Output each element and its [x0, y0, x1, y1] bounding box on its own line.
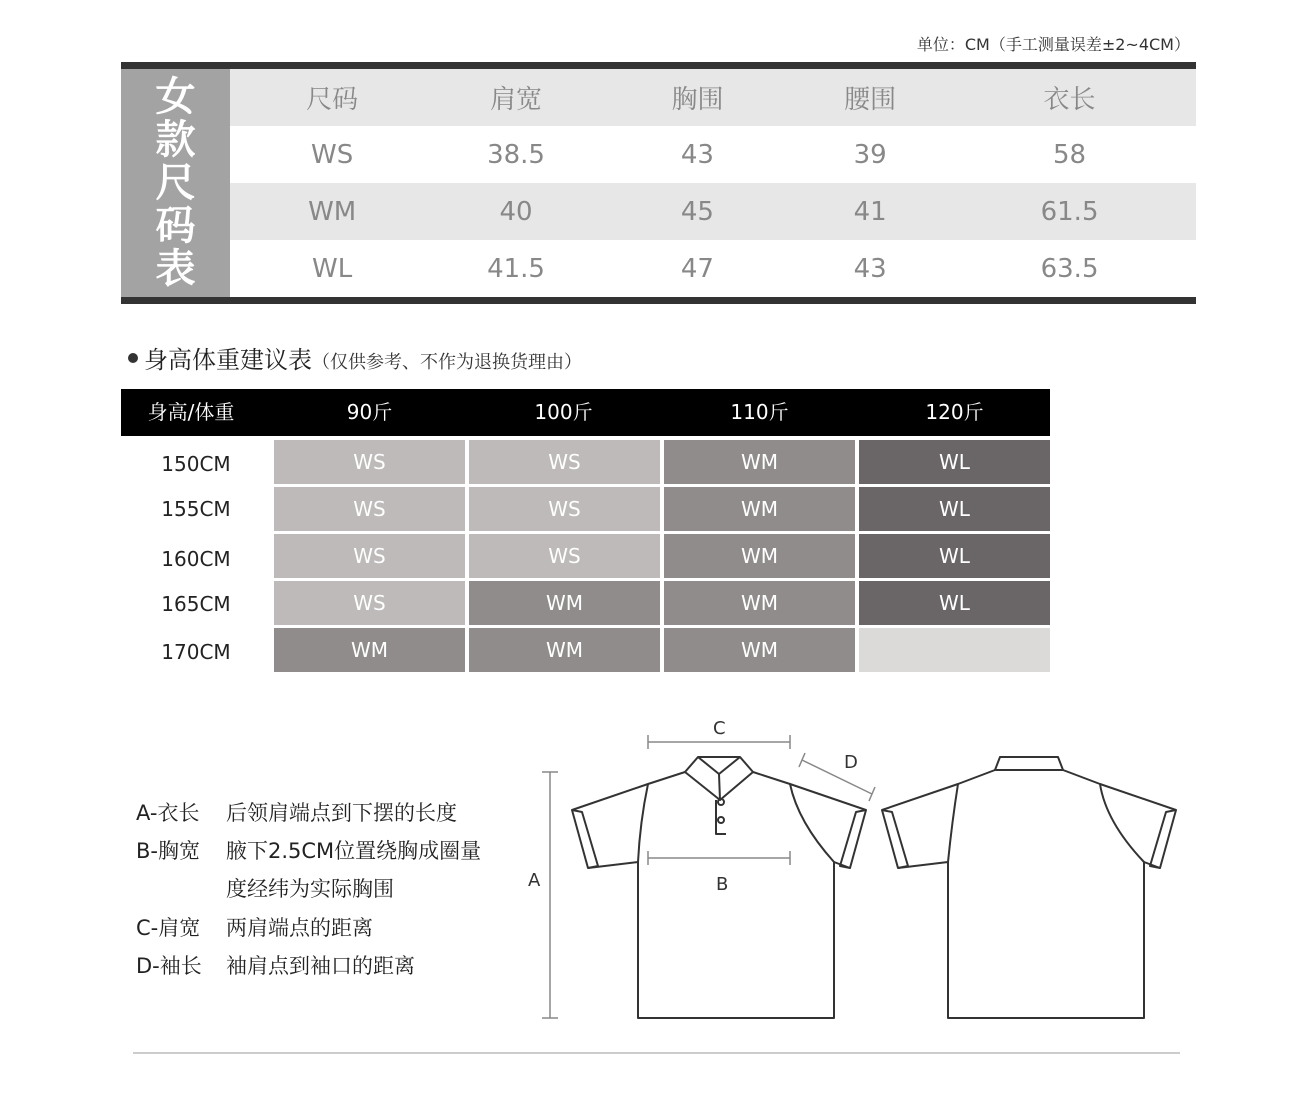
label-a: A	[528, 870, 541, 891]
front-shirt-outline	[572, 772, 866, 1018]
waist-cell: 43	[853, 253, 887, 284]
legend-key: A-衣长	[136, 801, 200, 825]
size-recommendation-cell: WS	[469, 487, 660, 531]
front-sleeve-seam-right	[790, 784, 834, 862]
weight-header: 120斤	[925, 400, 984, 424]
size-recommendation-cell: WL	[859, 534, 1050, 578]
table-row	[230, 183, 1196, 240]
size-table-title: 女款尺码表	[155, 73, 196, 292]
chest-cell: 45	[680, 196, 714, 227]
size-recommendation-cell: WS	[469, 440, 660, 484]
size-recommendation-cell: WM	[664, 581, 855, 625]
back-shirt-outline	[882, 770, 1176, 1018]
size-recommendation-cell: WM	[664, 534, 855, 578]
length-cell: 61.5	[1040, 196, 1099, 227]
legend-value: 腋下2.5CM位置绕胸成圈量	[226, 839, 482, 863]
size-recommendation-cell: WS	[469, 534, 660, 578]
weight-header: 90斤	[346, 400, 393, 424]
label-b: B	[716, 874, 729, 895]
table-top-border	[121, 62, 1196, 69]
size-table	[121, 62, 1196, 304]
header-size: 尺码	[306, 85, 359, 115]
size-cell: WS	[311, 139, 354, 170]
size-recommendation-cell: WL	[859, 487, 1050, 531]
shoulder-cell: 38.5	[487, 139, 545, 170]
weight-header: 100斤	[534, 400, 593, 424]
label-c: C	[713, 718, 726, 739]
size-recommendation-cell: WL	[859, 440, 1050, 484]
size-cell: WL	[312, 253, 353, 284]
size-recommendation-cell	[859, 628, 1050, 672]
size-table-title-box	[121, 69, 230, 297]
legend-value: 两肩端点的距离	[226, 916, 373, 940]
size-recommendation-cell: WM	[664, 628, 855, 672]
length-cell: 63.5	[1040, 253, 1099, 284]
legend-value: 袖肩点到袖口的距离	[226, 954, 415, 978]
size-recommendation-cell: WM	[274, 628, 465, 672]
hw-section-heading	[128, 340, 582, 375]
size-recommendation-cell: WM	[469, 581, 660, 625]
legend-key: B-胸宽	[136, 839, 200, 863]
hw-section-subtitle: （仅供参考、不作为退换货理由）	[312, 352, 582, 373]
legend-value: 后领肩端点到下摆的长度	[226, 801, 457, 825]
height-label: 155CM	[161, 497, 231, 521]
height-label: 160CM	[161, 547, 231, 571]
shoulder-cell: 41.5	[487, 253, 545, 284]
back-sleeve-seam-right	[1100, 784, 1144, 862]
waist-cell: 39	[853, 139, 887, 170]
header-chest: 胸围	[671, 85, 724, 115]
table-row	[230, 126, 1196, 183]
weight-header: 110斤	[730, 400, 789, 424]
front-sleeve-seam-left	[638, 784, 648, 862]
size-cell: WM	[308, 196, 357, 227]
table-row	[230, 240, 1196, 297]
chest-cell: 43	[680, 139, 714, 170]
height-label: 170CM	[161, 640, 231, 664]
size-recommendation-cell: WS	[274, 581, 465, 625]
height-label: 150CM	[161, 452, 231, 476]
bullet-icon	[128, 353, 138, 363]
hw-section-title: 身高体重建议表	[144, 346, 312, 374]
height-label: 165CM	[161, 592, 231, 616]
hw-table-header	[121, 389, 1050, 436]
size-recommendation-cell: WS	[274, 487, 465, 531]
size-recommendation-cell: WM	[469, 628, 660, 672]
size-recommendation-cell: WM	[664, 487, 855, 531]
back-collar	[995, 757, 1063, 770]
button-icon	[718, 799, 724, 805]
shirt-measurement-diagram	[520, 712, 1190, 1032]
waist-cell: 41	[853, 196, 887, 227]
measure-line-a	[542, 772, 558, 1018]
legend-key: C-肩宽	[136, 916, 201, 940]
legend-key: D-袖长	[136, 954, 202, 978]
size-table-header-row	[230, 69, 1196, 126]
unit-note: 单位：CM（手工测量误差±2~4CM）	[916, 35, 1190, 54]
hw-corner-header: 身高/体重	[147, 400, 235, 424]
size-recommendation-cell: WM	[664, 440, 855, 484]
footer-divider	[133, 1052, 1180, 1054]
size-recommendation-cell: WS	[274, 534, 465, 578]
size-recommendation-cell: WL	[859, 581, 1050, 625]
back-sleeve-seam-left	[948, 784, 958, 862]
measure-line-d	[799, 753, 875, 801]
shoulder-cell: 40	[499, 196, 533, 227]
header-shoulder: 肩宽	[490, 85, 543, 115]
front-collar	[685, 757, 753, 800]
size-recommendation-cell: WS	[274, 440, 465, 484]
chest-cell: 47	[680, 253, 714, 284]
button-icon	[718, 817, 724, 823]
table-bottom-border	[121, 297, 1196, 304]
header-waist: 腰围	[844, 85, 897, 115]
label-d: D	[844, 752, 858, 773]
measure-line-b	[648, 851, 790, 865]
length-cell: 58	[1053, 139, 1087, 170]
legend-value: 度经纬为实际胸围	[226, 877, 394, 901]
header-length: 衣长	[1043, 85, 1096, 115]
